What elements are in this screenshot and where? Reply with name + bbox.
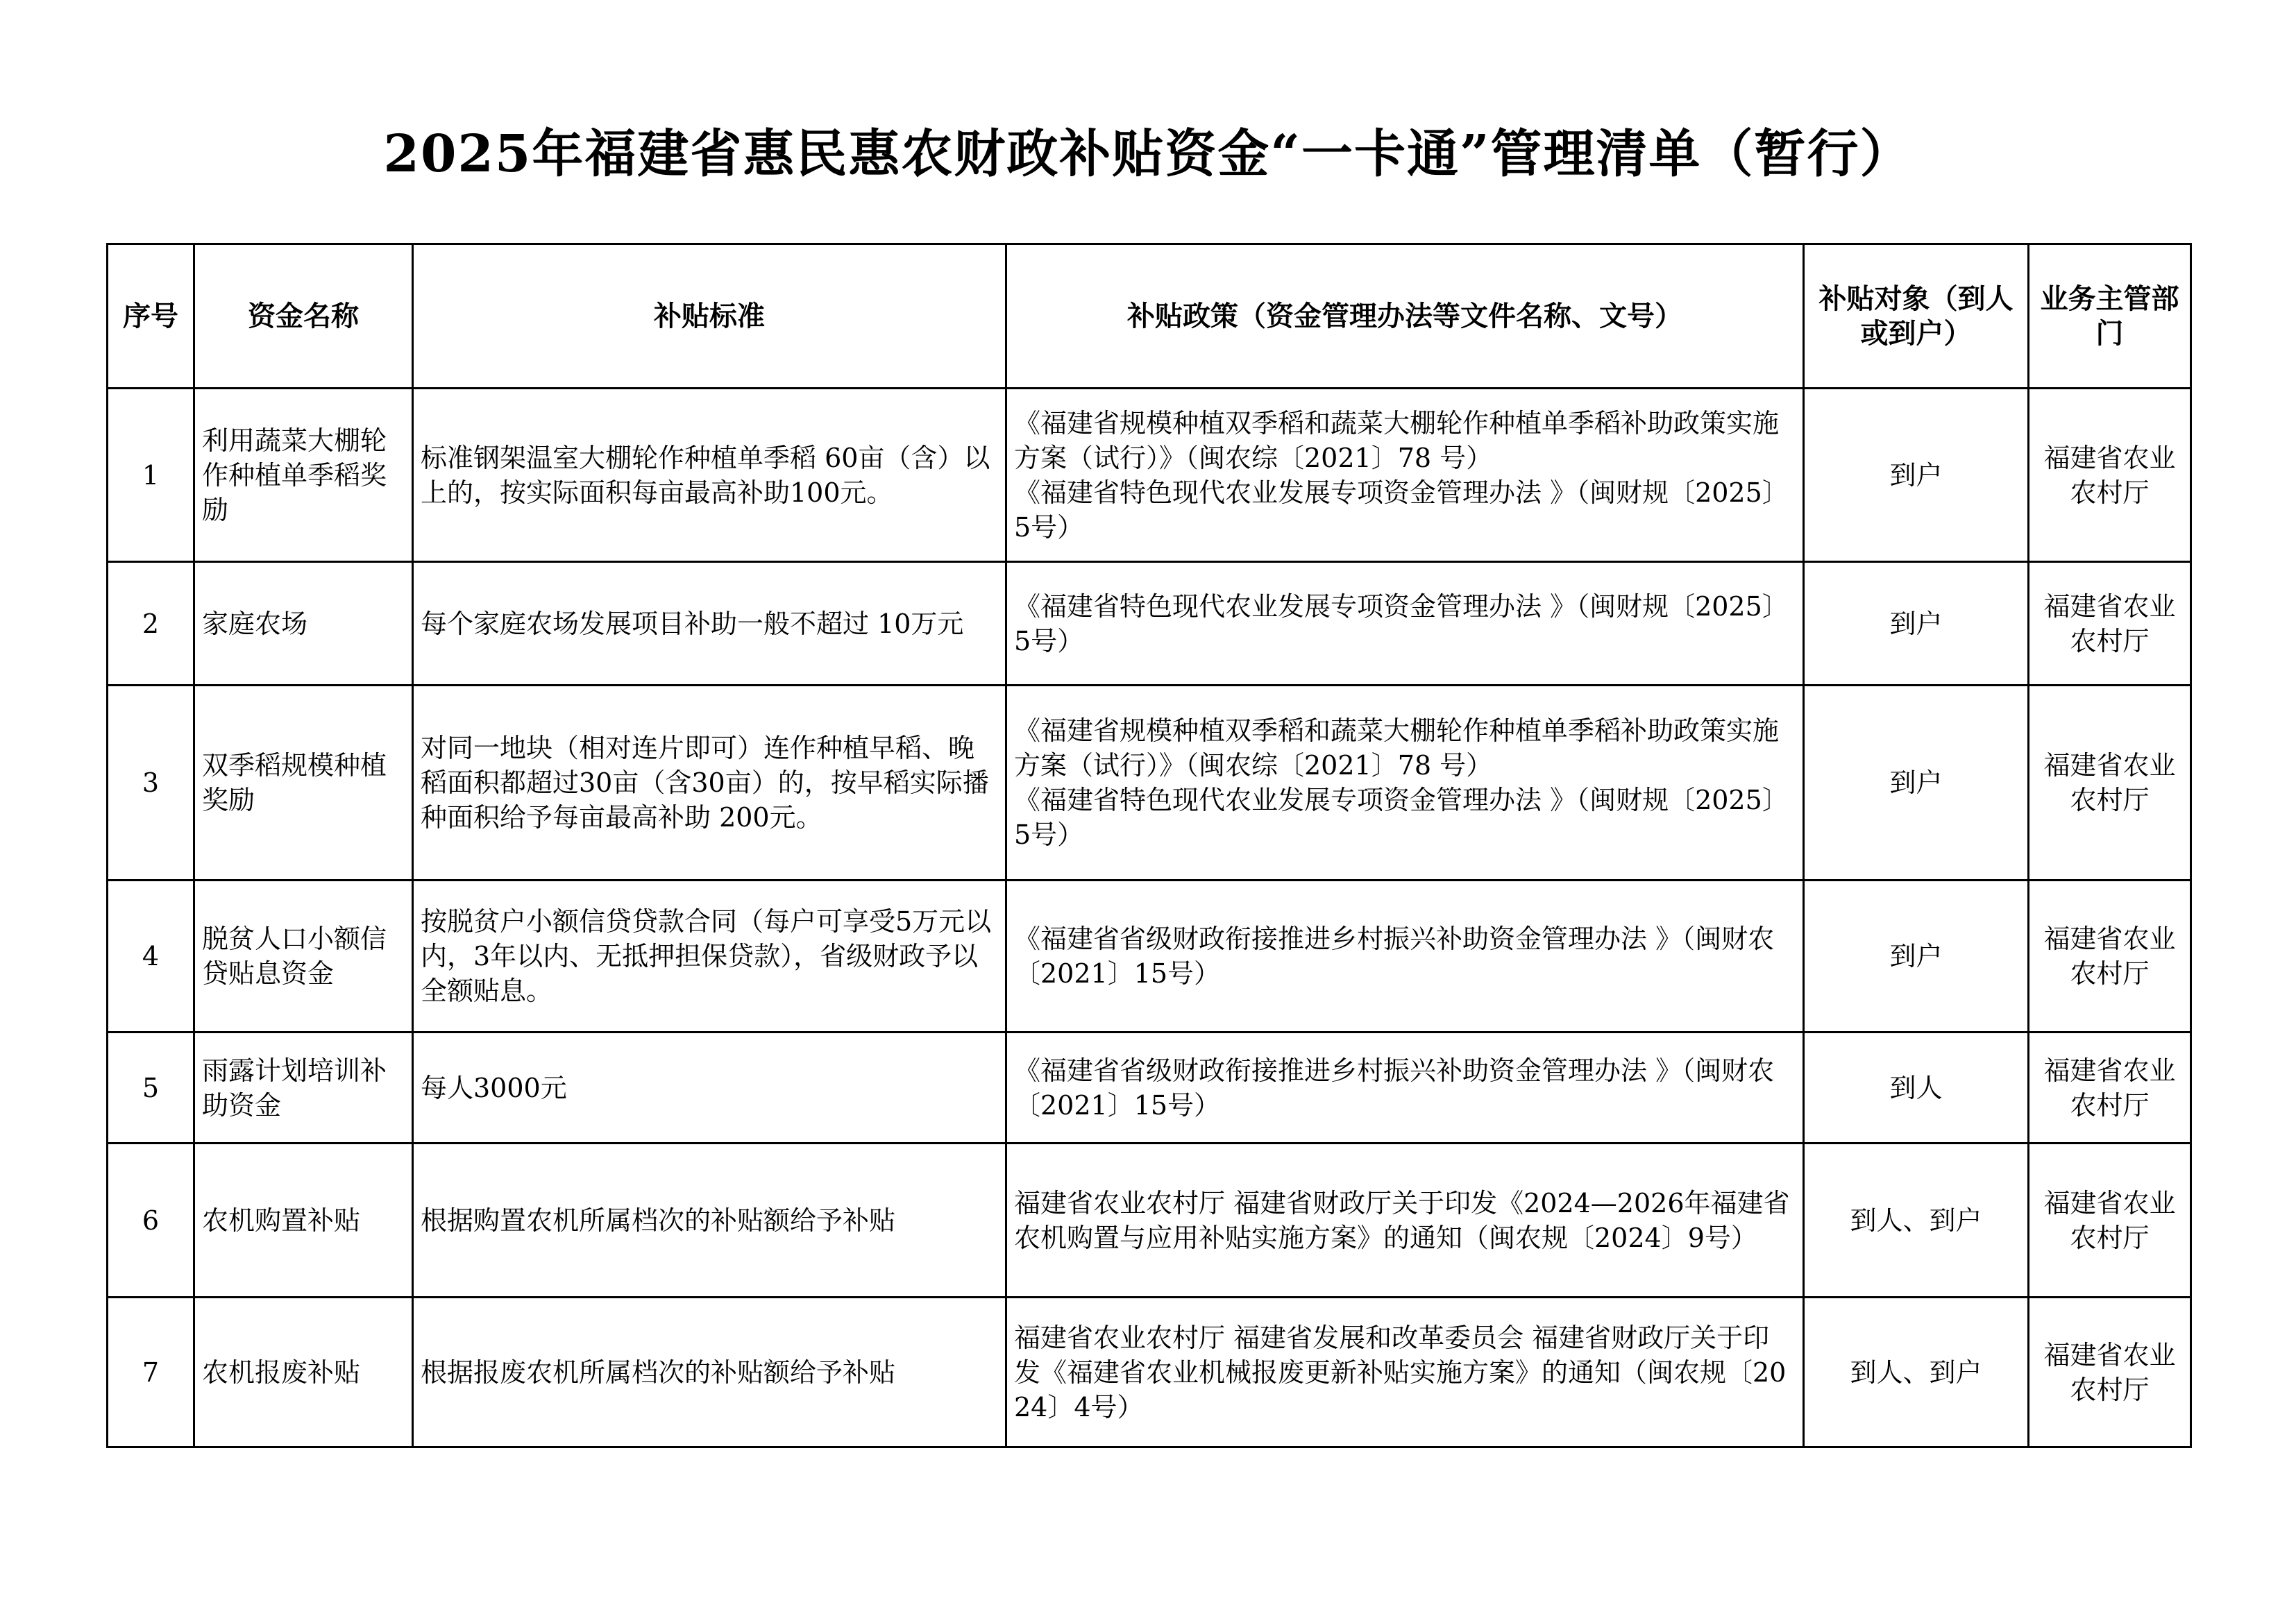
cell-policy [1006,562,1804,686]
cell-target: 到户 [1804,686,2029,881]
cell-target: 到户 [1804,562,2029,686]
header-fund-name: 资金名称 [194,244,413,389]
policy-line: 《福建省特色现代农业发展专项资金管理办法 》（闽财规〔2025〕5号） [1014,785,1789,850]
cell-standard: 标准钢架温室大棚轮作种植单季稻 60亩（含）以上的，按实际面积每亩最高补助100元。 [413,389,1006,562]
cell-fund-name: 雨露计划培训补助资金 [194,1033,413,1144]
table-row [108,686,2191,881]
cell-policy [1006,1298,1804,1447]
cell-department: 福建省农业农村厅 [2029,881,2191,1033]
cell-department: 福建省农业农村厅 [2029,1033,2191,1144]
policy-line: 《福建省规模种植双季稻和蔬菜大棚轮作种植单季稻补助政策实施方案（试行）》（闽农综〔2021〕78 号） [1014,407,1780,473]
cell-seq: 2 [108,562,194,686]
cell-seq: 6 [108,1144,194,1298]
cell-seq: 5 [108,1033,194,1144]
header-department: 业务主管部门 [2029,244,2191,389]
header-seq: 序号 [108,244,194,389]
cell-target: 到人、到户 [1804,1144,2029,1298]
cell-fund-name: 利用蔬菜大棚轮作种植单季稻奖励 [194,389,413,562]
cell-policy [1006,881,1804,1033]
cell-department: 福建省农业农村厅 [2029,1298,2191,1447]
cell-policy [1006,1033,1804,1144]
cell-fund-name: 脱贫人口小额信贷贴息资金 [194,881,413,1033]
document-title: 2025年福建省惠民惠农财政补贴资金“一卡通”管理清单（暂行） [383,124,1913,184]
policy-line: 福建省农业农村厅 福建省财政厅关于印发《2024—2026年福建省农机购置与应用补贴实施方案》的通知（闽农规〔2024〕9号） [1014,1187,1790,1253]
cell-standard: 每人3000元 [413,1033,1006,1144]
cell-seq: 7 [108,1298,194,1447]
cell-policy [1006,1144,1804,1298]
cell-seq: 3 [108,686,194,881]
cell-policy [1006,686,1804,881]
subsidy-list-table [106,243,2192,1448]
table-row [108,562,2191,686]
cell-target: 到户 [1804,389,2029,562]
cell-seq: 1 [108,389,194,562]
cell-target: 到人、到户 [1804,1298,2029,1447]
table-row [108,389,2191,562]
cell-standard: 根据报废农机所属档次的补贴额给予补贴 [413,1298,1006,1447]
policy-line: 《福建省规模种植双季稻和蔬菜大棚轮作种植单季稻补助政策实施方案（试行）》（闽农综〔2021〕78 号） [1014,715,1780,781]
cell-department: 福建省农业农村厅 [2029,389,2191,562]
table-row [108,881,2191,1033]
header-target: 补贴对象（到人或到户） [1804,244,2029,389]
cell-fund-name: 农机报废补贴 [194,1298,413,1447]
cell-department: 福建省农业农村厅 [2029,1144,2191,1298]
cell-department: 福建省农业农村厅 [2029,686,2191,881]
policy-line: 《福建省特色现代农业发展专项资金管理办法 》（闽财规〔2025〕5号） [1014,590,1789,656]
cell-standard: 根据购置农机所属档次的补贴额给予补贴 [413,1144,1006,1298]
table-row [108,1144,2191,1298]
cell-fund-name: 家庭农场 [194,562,413,686]
policy-line: 《福建省省级财政衔接推进乡村振兴补助资金管理办法 》（闽财农〔2021〕15号） [1014,924,1775,989]
table-row [108,1033,2191,1144]
cell-fund-name: 农机购置补贴 [194,1144,413,1298]
policy-line: 《福建省特色现代农业发展专项资金管理办法 》（闽财规〔2025〕5号） [1014,477,1789,543]
cell-standard: 按脱贫户小额信贷贷款合同（每户可享受5万元以内，3年以内、无抵押担保贷款），省级财政予以全额贴息。 [413,881,1006,1033]
cell-standard: 每个家庭农场发展项目补助一般不超过 10万元 [413,562,1006,686]
cell-fund-name: 双季稻规模种植奖励 [194,686,413,881]
cell-standard: 对同一地块（相对连片即可）连作种植早稻、晚稻面积都超过30亩（含30亩）的，按早稻实际播种面积给予每亩最高补助 200元。 [413,686,1006,881]
cell-policy [1006,389,1804,562]
cell-department: 福建省农业农村厅 [2029,562,2191,686]
table-row [108,1298,2191,1447]
cell-seq: 4 [108,881,194,1033]
policy-line: 《福建省省级财政衔接推进乡村振兴补助资金管理办法 》（闽财农〔2021〕15号） [1014,1055,1775,1121]
header-standard: 补贴标准 [413,244,1006,389]
policy-line: 福建省农业农村厅 福建省发展和改革委员会 福建省财政厅关于印发《福建省农业机械报废更新补贴实施方案》的通知（闽农规〔2024〕4号） [1014,1322,1787,1422]
table-header-row [108,244,2191,389]
cell-target: 到户 [1804,881,2029,1033]
cell-target: 到人 [1804,1033,2029,1144]
header-policy: 补贴政策（资金管理办法等文件名称、文号） [1006,244,1804,389]
